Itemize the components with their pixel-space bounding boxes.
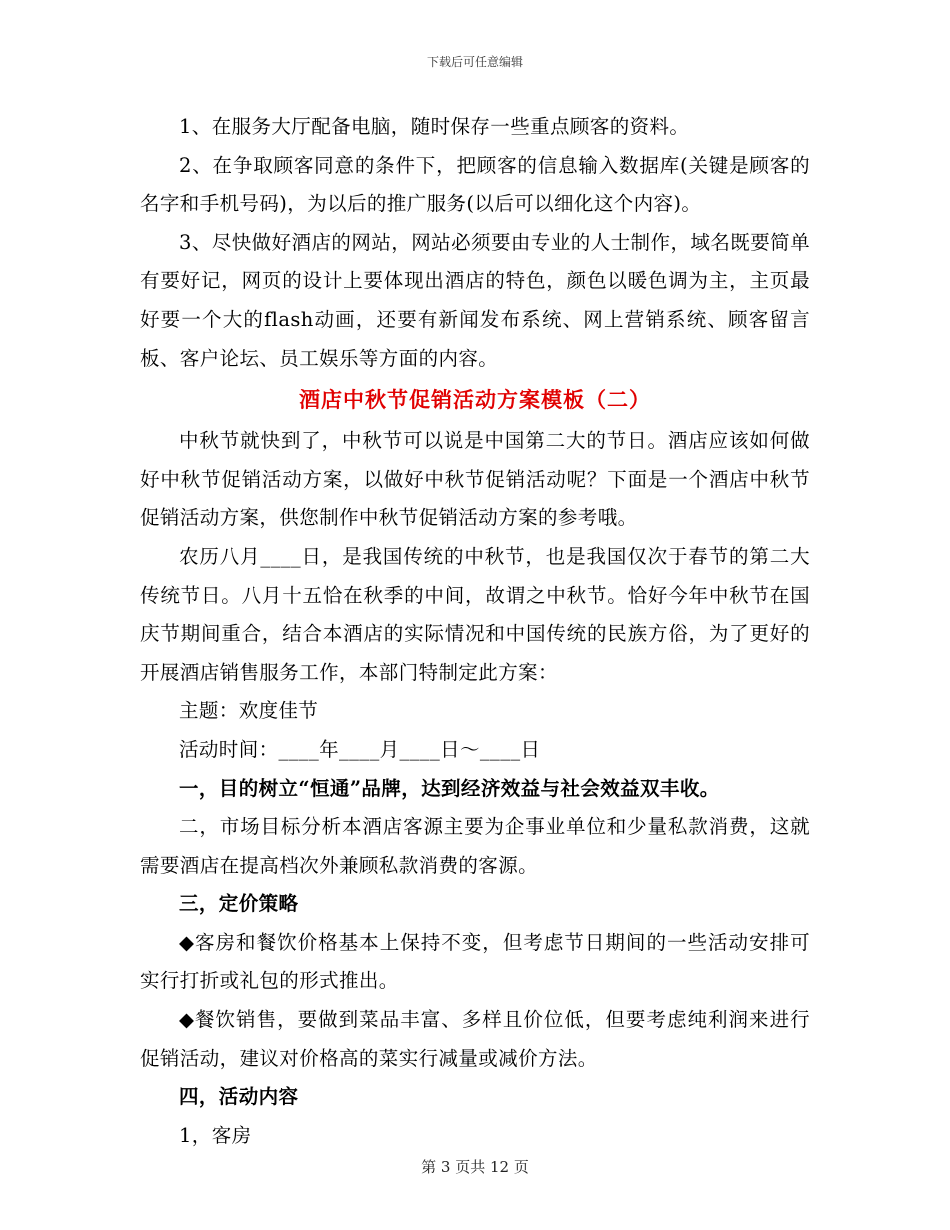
heading-purpose: 一，目的树立“恒通”品牌，达到经济效益与社会效益双丰收。 bbox=[179, 776, 720, 800]
page-footer: 第 3 页共 12 页 bbox=[421, 1158, 529, 1176]
section-title: 酒店中秋节促销活动方案模板（二） bbox=[299, 387, 651, 413]
intro-paragraph: 中秋节就快到了，中秋节可以说是中国第二大的节日。酒店应该如何做好中秋节促销活动方案，以做好中秋节促销活动呢？下面是一个酒店中秋节促销活动方案，供您制作中秋节促销活动方案的参考哦。 bbox=[140, 429, 810, 530]
page-header: 下载后可任意编辑 bbox=[426, 55, 523, 69]
background-paragraph: 农历八月____日，是我国传统的中秋节，也是我国仅次于春节的第二大传统节日。八月十五恰在秋季的中间，故谓之中秋节。恰好今年中秋节在国庆节期间重合，结合本酒店的实际情况和中国传统的民族方俗，为了更好的开展酒店销售服务工作，本部门特制定此方案： bbox=[140, 544, 810, 684]
document-body bbox=[140, 108, 810, 1155]
market-analysis-paragraph: 二，市场目标分析本酒店客源主要为企事业单位和少量私款消费，这就需要酒店在提高档次外兼顾私款消费的客源。 bbox=[140, 815, 810, 877]
activity-item-rooms: 1，客房 bbox=[179, 1123, 252, 1147]
heading-activity-content: 四，活动内容 bbox=[179, 1085, 299, 1109]
paragraph-item-2: 2、在争取顾客同意的条件下，把顾客的信息输入数据库(关键是顾客的名字和手机号码)，为以后的推广服务(以后可以细化这个内容)。 bbox=[140, 153, 810, 216]
pricing-bullet-1: ◆客房和餐饮价格基本上保持不变，但考虑节日期间的一些活动安排可实行打折或礼包的形式推出。 bbox=[140, 930, 810, 993]
pricing-bullet-2: ◆餐饮销售，要做到菜品丰富、多样且价位低，但要考虑纯利润来进行促销活动，建议对价格高的菜实行减量或减价方法。 bbox=[140, 1008, 810, 1070]
paragraph-item-3: 3、尽快做好酒店的网站，网站必须要由专业的人士制作，域名既要简单有要好记，网页的设计上要体现出酒店的特色，颜色以暖色调为主，主页最好要一个大的flash动画，还要有新闻发布系统、网上营销系统、顾客留言板、客户论坛、员工娱乐等方面的内容。 bbox=[140, 230, 810, 370]
heading-pricing: 三，定价策略 bbox=[179, 892, 299, 916]
activity-time-line: 活动时间：____年____月____日～____日 bbox=[179, 737, 541, 761]
paragraph-item-1: 1、在服务大厅配备电脑，随时保存一些重点顾客的资料。 bbox=[179, 115, 690, 138]
theme-line: 主题：欢度佳节 bbox=[179, 699, 319, 723]
